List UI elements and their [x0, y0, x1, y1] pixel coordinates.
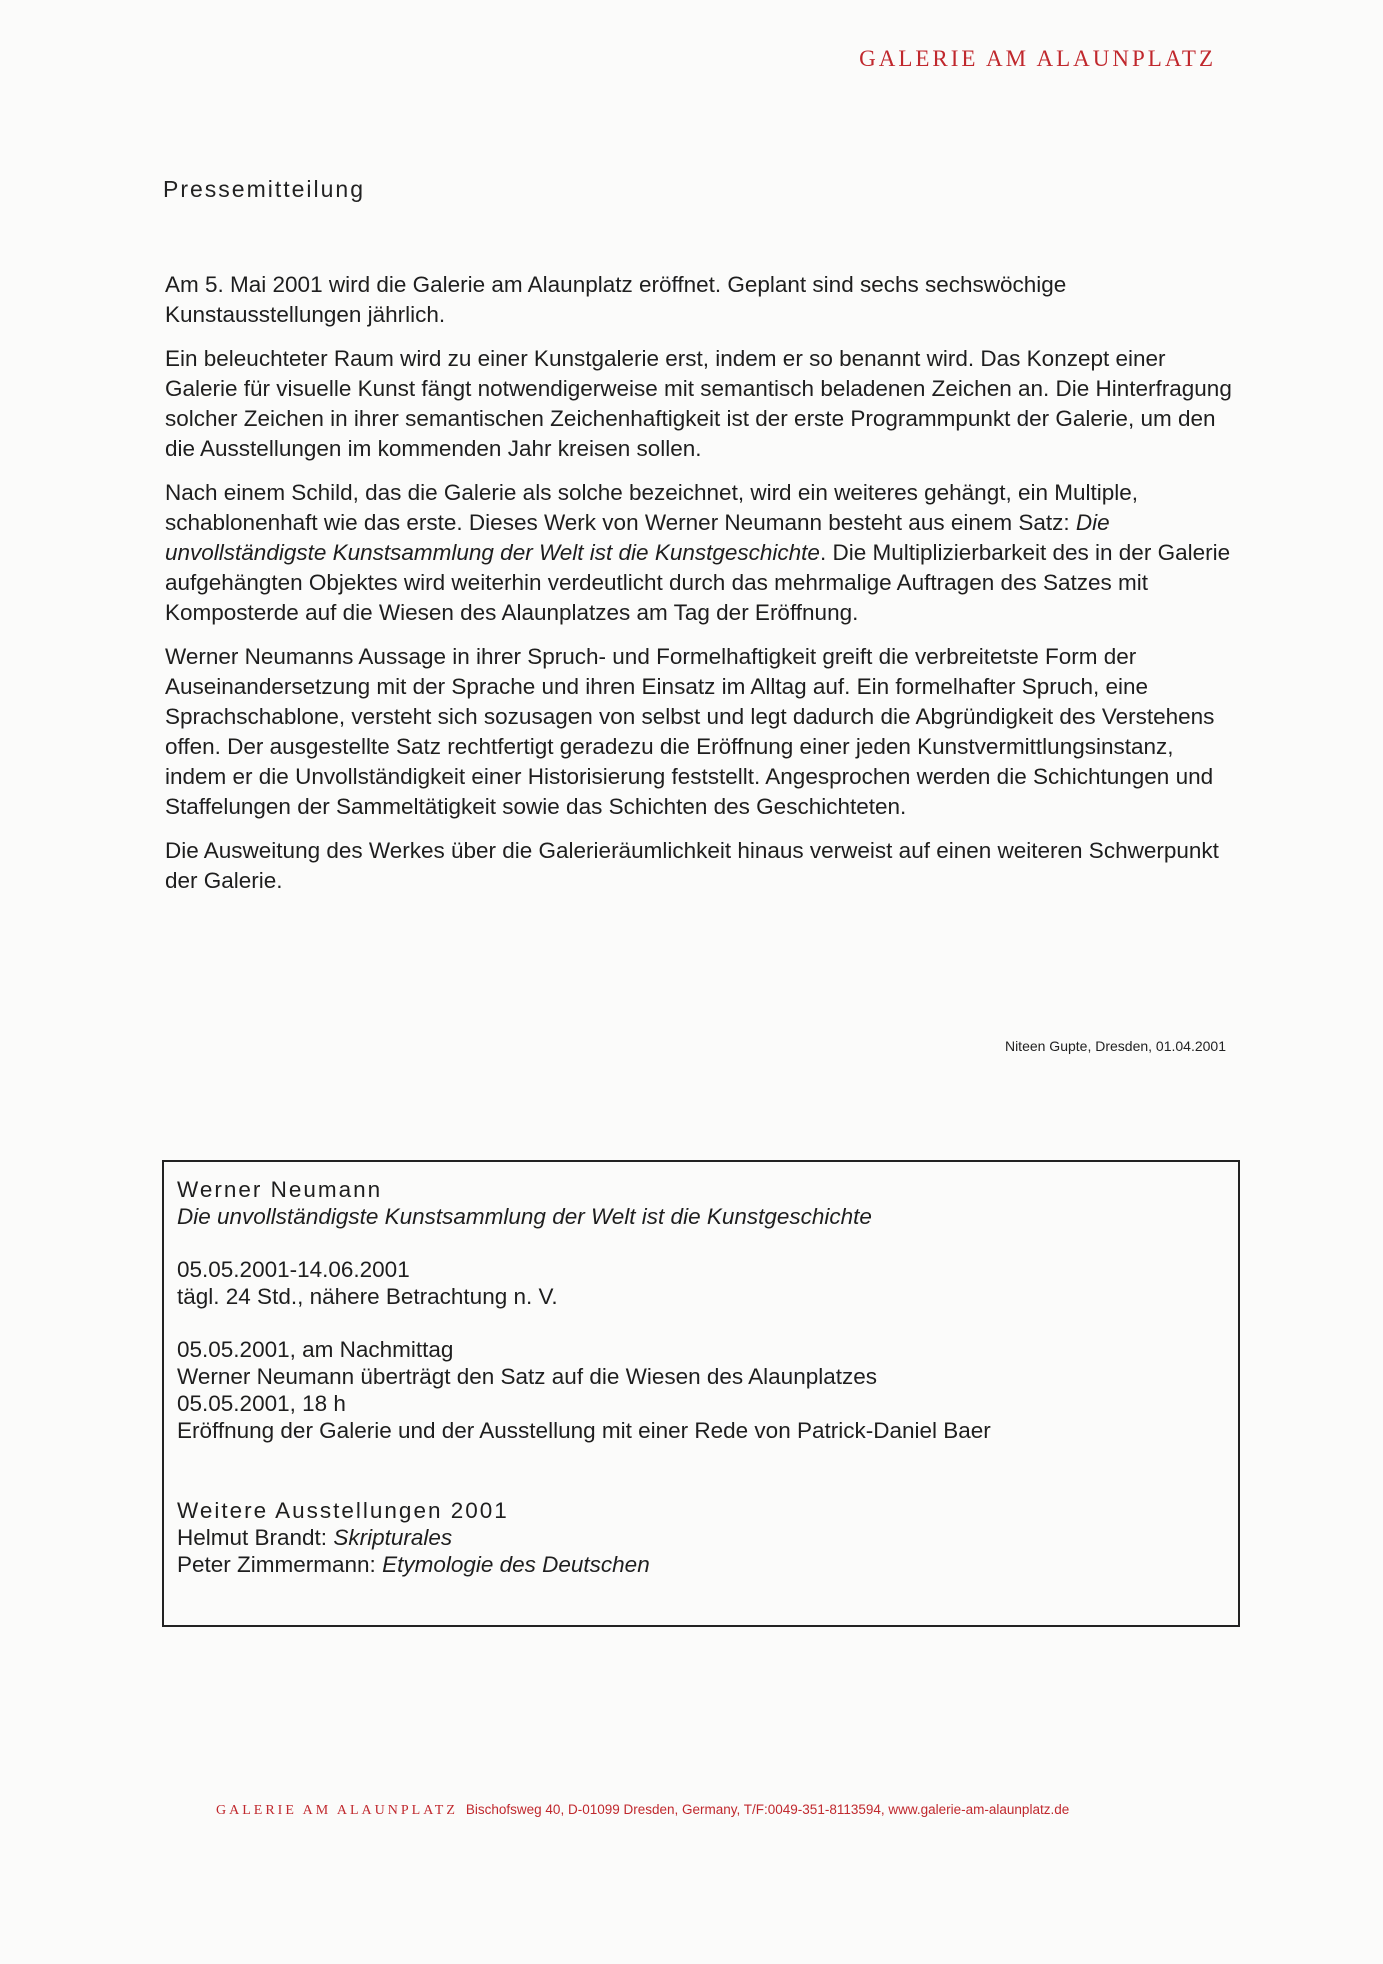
work-title: [177, 1203, 1225, 1230]
more-exhibition-item: [177, 1524, 1225, 1551]
event-2-description: Eröffnung der Galerie und der Ausstellung mit einer Rede von Patrick-Daniel Baer: [177, 1418, 991, 1443]
paragraph-statement: Werner Neumanns Aussage in ihrer Spruch- und Formelhaftigkeit greift die verbreitetste Form der Auseinandersetzung mit der Sprache und ihren Einsatz im Alltag auf. Ein formelhafter Spruch, eine Sprachschablone, versteht sich sozusagen von selbst und legt dadurch die Abgründigkeit des Verstehens offen. Der ausgestellte Satz rechtfertigt geradezu die Eröffnung einer jeden Kunstvermittlungsinstanz, indem er die Unvollständigkeit einer Historisierung feststellt. Angesprochen werden die Schichtungen und Staffelungen der Sammeltätigkeit sowie das Schichten des Geschichteten.: [165, 644, 1215, 819]
signature-line: Niteen Gupte, Dresden, 01.04.2001: [1004, 1038, 1226, 1054]
more-exhibition-title: Etymologie des Deutschen: [382, 1552, 650, 1577]
paragraph-outlook: Die Ausweitung des Werkes über die Galerieräumlichkeit hinaus verweist auf einen weiteren Schwerpunkt der Galerie.: [165, 838, 1219, 893]
exhibition-info-box: [162, 1160, 1240, 1627]
paragraph-work: [165, 478, 1240, 628]
paragraph-work-text-before: Nach einem Schild, das die Galerie als solche bezeichnet, wird ein weiteres gehängt, ein Multiple, schablonenhaft wie das erste. Dieses Werk von Werner Neumann besteht aus einem Satz:: [165, 480, 1139, 535]
footer-brand: GALERIE AM ALAUNPLATZ: [216, 1803, 458, 1818]
more-exhibition-artist: Helmut Brandt:: [177, 1525, 334, 1550]
paragraph-concept: Ein beleuchteter Raum wird zu einer Kunstgalerie erst, indem er so benannt wird. Das Konzept einer Galerie für visuelle Kunst fängt notwendigerweise mit semantisch beladenen Zeichen an. Die Hinterfragung solcher Zeichen in ihrer semantischen Zeichenhaftigkeit ist der erste Programmpunkt der Galerie, um den die Ausstellungen im kommenden Jahr kreisen sollen.: [165, 346, 1232, 461]
footer-address: Bischofsweg 40, D-01099 Dresden, Germany, T/F:0049-351-8113594, www.galerie-am-alaunplatz.de: [465, 1802, 1070, 1817]
footer: [216, 1802, 1069, 1819]
more-exhibition-item: [177, 1551, 1225, 1578]
press-release-body: [165, 270, 1240, 910]
work-title-text: Die unvollständigste Kunstsammlung der Welt ist die Kunstgeschichte: [177, 1204, 872, 1229]
artist-name: Werner Neumann: [177, 1177, 383, 1202]
opening-hours: tägl. 24 Std., nähere Betrachtung n. V.: [177, 1284, 558, 1309]
paragraph-intro: Am 5. Mai 2001 wird die Galerie am Alaunplatz eröffnet. Geplant sind sechs sechswöchige Kunstausstellungen jährlich.: [165, 272, 1067, 327]
more-exhibition-title: Skripturales: [333, 1525, 453, 1550]
paragraph-work-text-after: . Die Multiplizierbarkeit des in der Galerie aufgehängten Objektes wird weiterhin verdeutlicht durch das mehrmalige Auftragen des Satzes mit Komposterde auf die Wiesen des Alaunplatzes am Tag der Eröffnung.: [165, 540, 1231, 625]
document-type-label: Pressemitteilung: [163, 176, 366, 202]
event-1-description: Werner Neumann überträgt den Satz auf die Wiesen des Alaunplatzes: [177, 1364, 877, 1389]
work-title-inline: Die unvollständigste Kunstsammlung der Welt ist die Kunstgeschichte: [165, 510, 1110, 565]
header-brand: GALERIE AM ALAUNPLATZ: [859, 46, 1216, 71]
exhibition-dates: 05.05.2001-14.06.2001: [177, 1257, 410, 1282]
event-1-date: 05.05.2001, am Nachmittag: [177, 1337, 454, 1362]
event-2-date: 05.05.2001, 18 h: [177, 1391, 346, 1416]
more-exhibition-artist: Peter Zimmermann:: [177, 1552, 383, 1577]
more-exhibitions-heading: Weitere Ausstellungen 2001: [177, 1498, 509, 1523]
